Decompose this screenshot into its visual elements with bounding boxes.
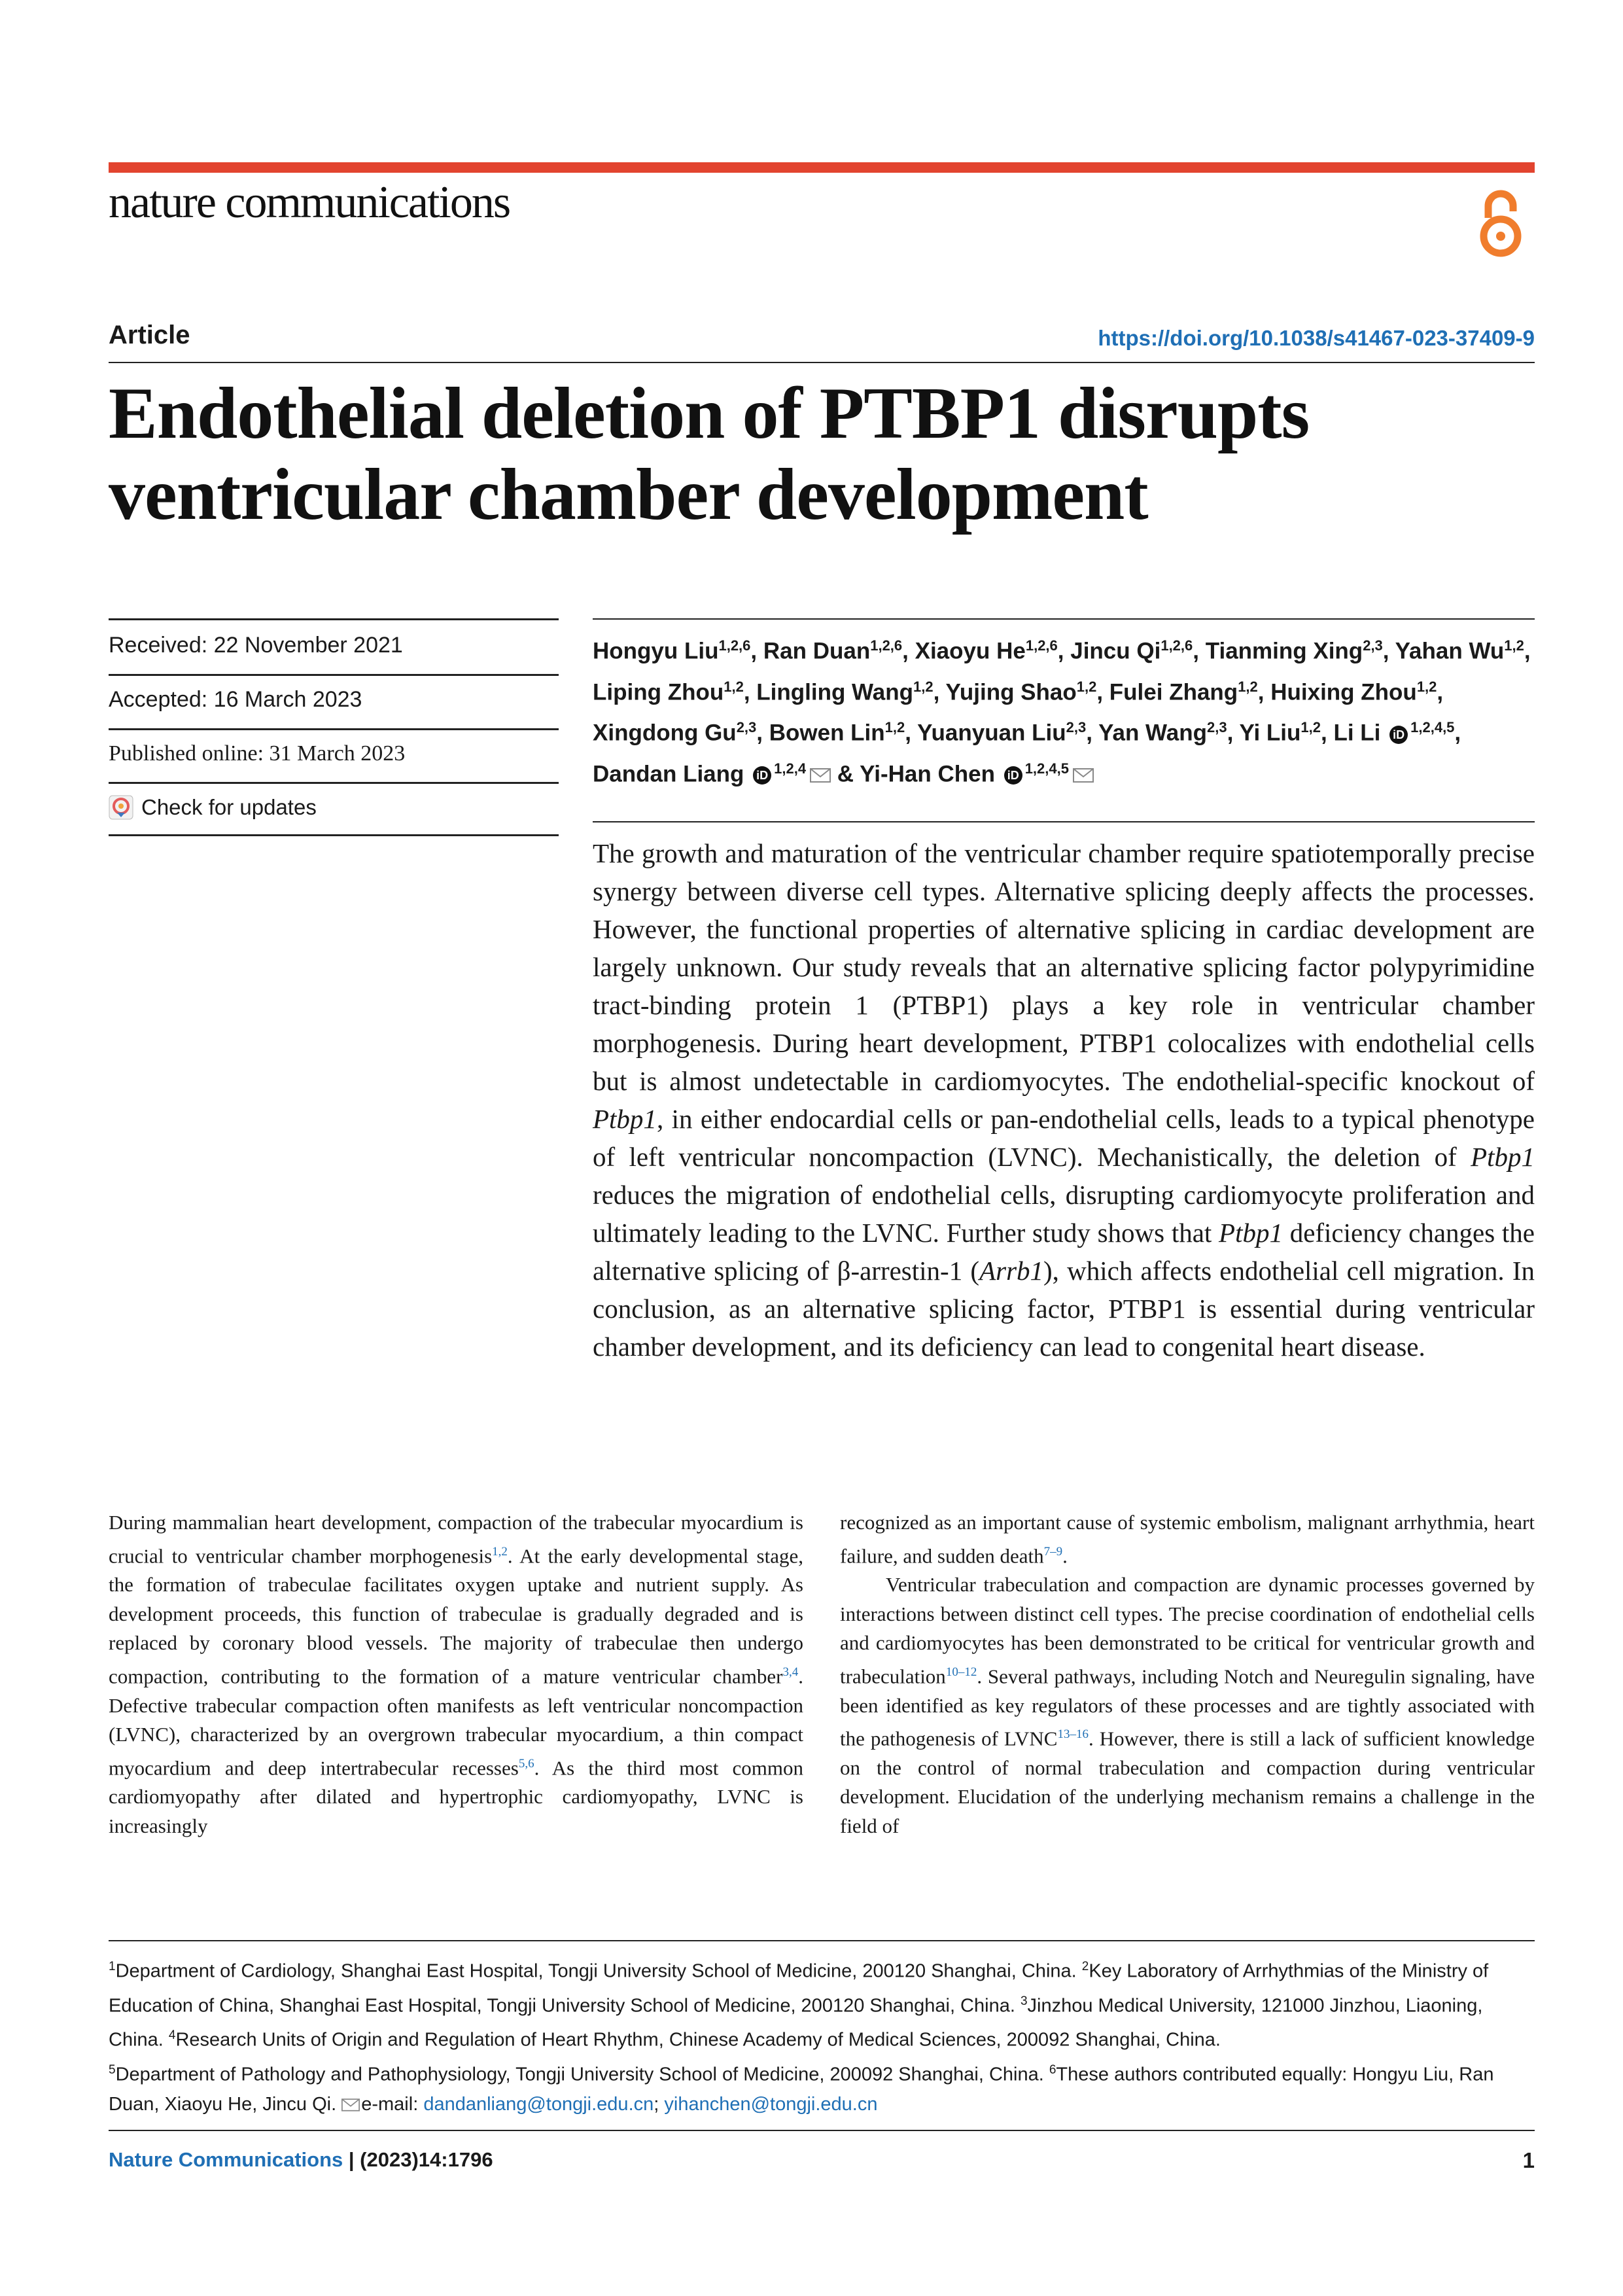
gene-name: Arrb1 — [979, 1256, 1044, 1286]
dates-rule — [109, 728, 559, 730]
dates-rule — [109, 782, 559, 784]
orcid-icon[interactable]: iD — [1389, 726, 1408, 744]
received-date: Received: 22 November 2021 — [109, 633, 403, 658]
journal-name[interactable]: nature communications — [109, 177, 510, 228]
mail-icon[interactable] — [1073, 768, 1094, 783]
authors-top-rule — [593, 618, 1535, 620]
author-name[interactable]: Lingling Wang — [756, 679, 914, 705]
author-name[interactable]: Fulei Zhang — [1109, 679, 1238, 705]
open-access-icon — [1475, 186, 1526, 258]
gene-name: Ptbp1 — [593, 1104, 657, 1134]
author-name[interactable]: Hongyu Liu — [593, 638, 719, 664]
author-name[interactable]: Xingdong Gu — [593, 720, 737, 746]
abstract-top-rule — [593, 821, 1535, 822]
title-line-1: Endothelial deletion of PTBP1 disrupts — [109, 373, 1310, 454]
author-name[interactable]: Liping Zhou — [593, 679, 724, 705]
accepted-date: Accepted: 16 March 2023 — [109, 687, 362, 712]
author-name[interactable]: Ran Duan — [763, 638, 871, 664]
author-name[interactable]: Yan Wang — [1098, 720, 1208, 746]
body-column-left: During mammalian heart development, compaction of the trabecular myocardium is crucial to ventricular chamber morphogenesis$^{1,2}$. At the early developmental stage, the formation of trabeculae facilitates oxygen uptake and nutrient supply. As development proceeds, this function of trabeculae is gradually degraded and is replaced by coronary blood vessels. The majority of trabeculae then undergo compaction, contributing to the formation of a mature ventricular chamber$^{3,4}$. Defective trabecular compaction often manifests as left ventricular noncompaction (LVNC), characterized by an overgrown trabecular myocardium, a thin compact myocardium and deep intertrabecular recesses$^{5,6}$. As the third most common cardiomyopathy after dilated and hypertrophic cardiomyopathy, LVNC is increasingly — [109, 1511, 804, 1837]
published-date: Published online: 31 March 2023 — [109, 741, 406, 766]
citation-ref[interactable]: 13–16 — [1057, 1727, 1089, 1742]
orcid-icon[interactable]: iD — [1004, 766, 1022, 785]
author-list: Hongyu Liu$^{1,2,6}$, Ran Duan$^{1,2,6}$, Xiaoyu He$^{1,2,6}$, Jincu Qi$^{1,2,6}$, Tianming Xing$^{2,3}$, Yahan Wu$^{1,2}$, Liping Zhou$^{1,2}$, Lingling Wang$^{1,2}$, Yujing Shao$^{1,2}$, Fulei Zhang$^{1,2}$, Huixing Zhou$^{1,2}$, Xingdong Gu$^{2,3}$, Bowen Lin$^{1,2}$, Yuanyuan Liu$^{2,3}$, Yan Wang$^{2,3}$, Yi Liu$^{1,2}$, Li Li iD $^{1,2,4,5}$, Dandan Liang iD $^{1,2,4}$ & Yi-Han Chen iD $^{1,2,4,5}$ — [593, 637, 1531, 787]
article-title — [109, 373, 1548, 535]
mail-icon — [341, 2098, 360, 2111]
author-name[interactable]: Yuanyuan Liu — [917, 720, 1066, 746]
gene-name: Ptbp1 — [1471, 1142, 1535, 1172]
header-accent-bar — [109, 162, 1535, 173]
article-type-label: Article — [109, 321, 190, 349]
author-name[interactable]: Li Li — [1333, 720, 1381, 746]
author-name[interactable]: Yujing Shao — [945, 679, 1077, 705]
doi-link[interactable]: https://doi.org/10.1038/s41467-023-37409-9 — [1098, 326, 1535, 350]
author-name[interactable]: Yahan Wu — [1395, 638, 1505, 664]
footer-rule — [109, 2130, 1535, 2131]
author-name[interactable]: Yi-Han Chen — [860, 761, 995, 787]
gene-name: Ptbp1 — [1219, 1218, 1283, 1248]
dates-rule — [109, 674, 559, 676]
dates-bottom-rule — [109, 834, 559, 836]
check-for-updates-label: Check for updates — [141, 795, 317, 819]
orcid-icon[interactable]: iD — [753, 766, 771, 785]
crossmark-icon — [109, 795, 133, 820]
author-name[interactable]: Jincu Qi — [1070, 638, 1161, 664]
author-name[interactable]: Dandan Liang — [593, 761, 744, 787]
abstract: The growth and maturation of the ventricular chamber require spatiotemporally precise synergy between diverse cell types. Alternative splicing deeply affects the processes. However, the functional properties of alternative splicing in cardiac development are largely unknown. Our study reveals that an alternative splicing factor polypyrimidine tract-binding protein 1 (PTBP1) plays a key role in ventricular chamber morphogenesis. During heart development, PTBP1 colocalizes with endothelial cells but is almost undetectable in cardiomyocytes. The endothelial-specific knockout of Ptbp1, in either endocardial cells or pan-endothelial cells, leads to a typical phenotype of left ventricular noncompaction (LVNC). Mechanistically, the deletion of Ptbp1 reduces the migration of endothelial cells, disrupting cardiomyocyte proliferation and ultimately leading to the LVNC. Further study shows that Ptbp1 deficiency changes the alternative splicing of β-arrestin-1 (Arrb1), which affects endothelial cell migration. In conclusion, as an alternative splicing factor, PTBP1 is essential during ventricular chamber development, and its deficiency can lead to congenital heart disease. — [593, 838, 1535, 1362]
affiliations: $^1$Department of Cardiology, Shanghai East Hospital, Tongji University School of Medicine, 200120 Shanghai, China. $^2$Key Laboratory of Arrhythmias of the Ministry of Education of China, Shanghai East Hospital, Tongji University School of Medicine, 200120 Shanghai, China. $^3$Jinzhou Medical University, 121000 Jinzhou, Liaoning, China. $^4$Research Units of Origin and Regulation of Heart Rhythm, Chinese Academy of Medical Sciences, 200092 Shanghai, China. $^5$Department of Pathology and Pathophysiology, Tongji University School of Medicine, 200092 Shanghai, China. $^6$These authors contributed equally: Hongyu Liu, Ran Duan, Xiaoyu He, Jincu Qi. e-mail: dandanliang@tongji.edu.cn; yihanchen@tongji.edu.cn — [109, 1960, 1494, 2115]
citation-ref[interactable]: 1,2 — [492, 1544, 508, 1559]
affiliations-top-rule — [109, 1940, 1535, 1941]
page-number: 1 — [1522, 2148, 1535, 2172]
citation-ref[interactable]: 7–9 — [1043, 1544, 1063, 1559]
author-name[interactable]: Tianming Xing — [1205, 638, 1363, 664]
email-link[interactable]: dandanliang@tongji.edu.cn — [423, 2093, 654, 2115]
email-link[interactable]: yihanchen@tongji.edu.cn — [664, 2093, 878, 2115]
title-top-rule — [109, 362, 1535, 363]
citation-ref[interactable]: 5,6 — [518, 1756, 534, 1771]
author-name[interactable]: Huixing Zhou — [1270, 679, 1417, 705]
citation-ref[interactable]: 10–12 — [945, 1665, 977, 1679]
author-name[interactable]: Xiaoyu He — [915, 638, 1026, 664]
author-name[interactable]: Bowen Lin — [769, 720, 885, 746]
citation-ref[interactable]: 3,4 — [782, 1665, 799, 1679]
dates-top-rule — [109, 618, 559, 620]
mail-icon[interactable] — [810, 768, 831, 783]
author-name[interactable]: Yi Liu — [1239, 720, 1301, 746]
body-column-right: recognized as an important cause of systemic embolism, malignant arrhythmia, heart failure, and sudden death$^{7-9}$. Ventricular trabeculation and compaction are dynamic processes governed by interactions between distinct cell types. The precise coordination of endothelial cells and cardiomyocytes has been demonstrated to be critical for ventricular growth and trabeculation$^{10-12}$. Several pathways, including Notch and Neuregulin signaling, have been identified as key regulators of these processes and are tightly associated with the pathogenesis of LVNC$^{13-16}$. However, there is still a lack of sufficient knowledge on the control of normal trabeculation and compaction during ventricular development. Elucidation of the underlying mechanism remains a challenge in the field of — [840, 1511, 1535, 1837]
check-for-updates[interactable] — [109, 795, 317, 820]
title-line-2: ventricular chamber development — [109, 454, 1148, 535]
footer-citation: Nature Communications | (2023)14:1796 — [109, 2148, 493, 2171]
footer-journal-link[interactable]: Nature Communications — [109, 2148, 343, 2171]
